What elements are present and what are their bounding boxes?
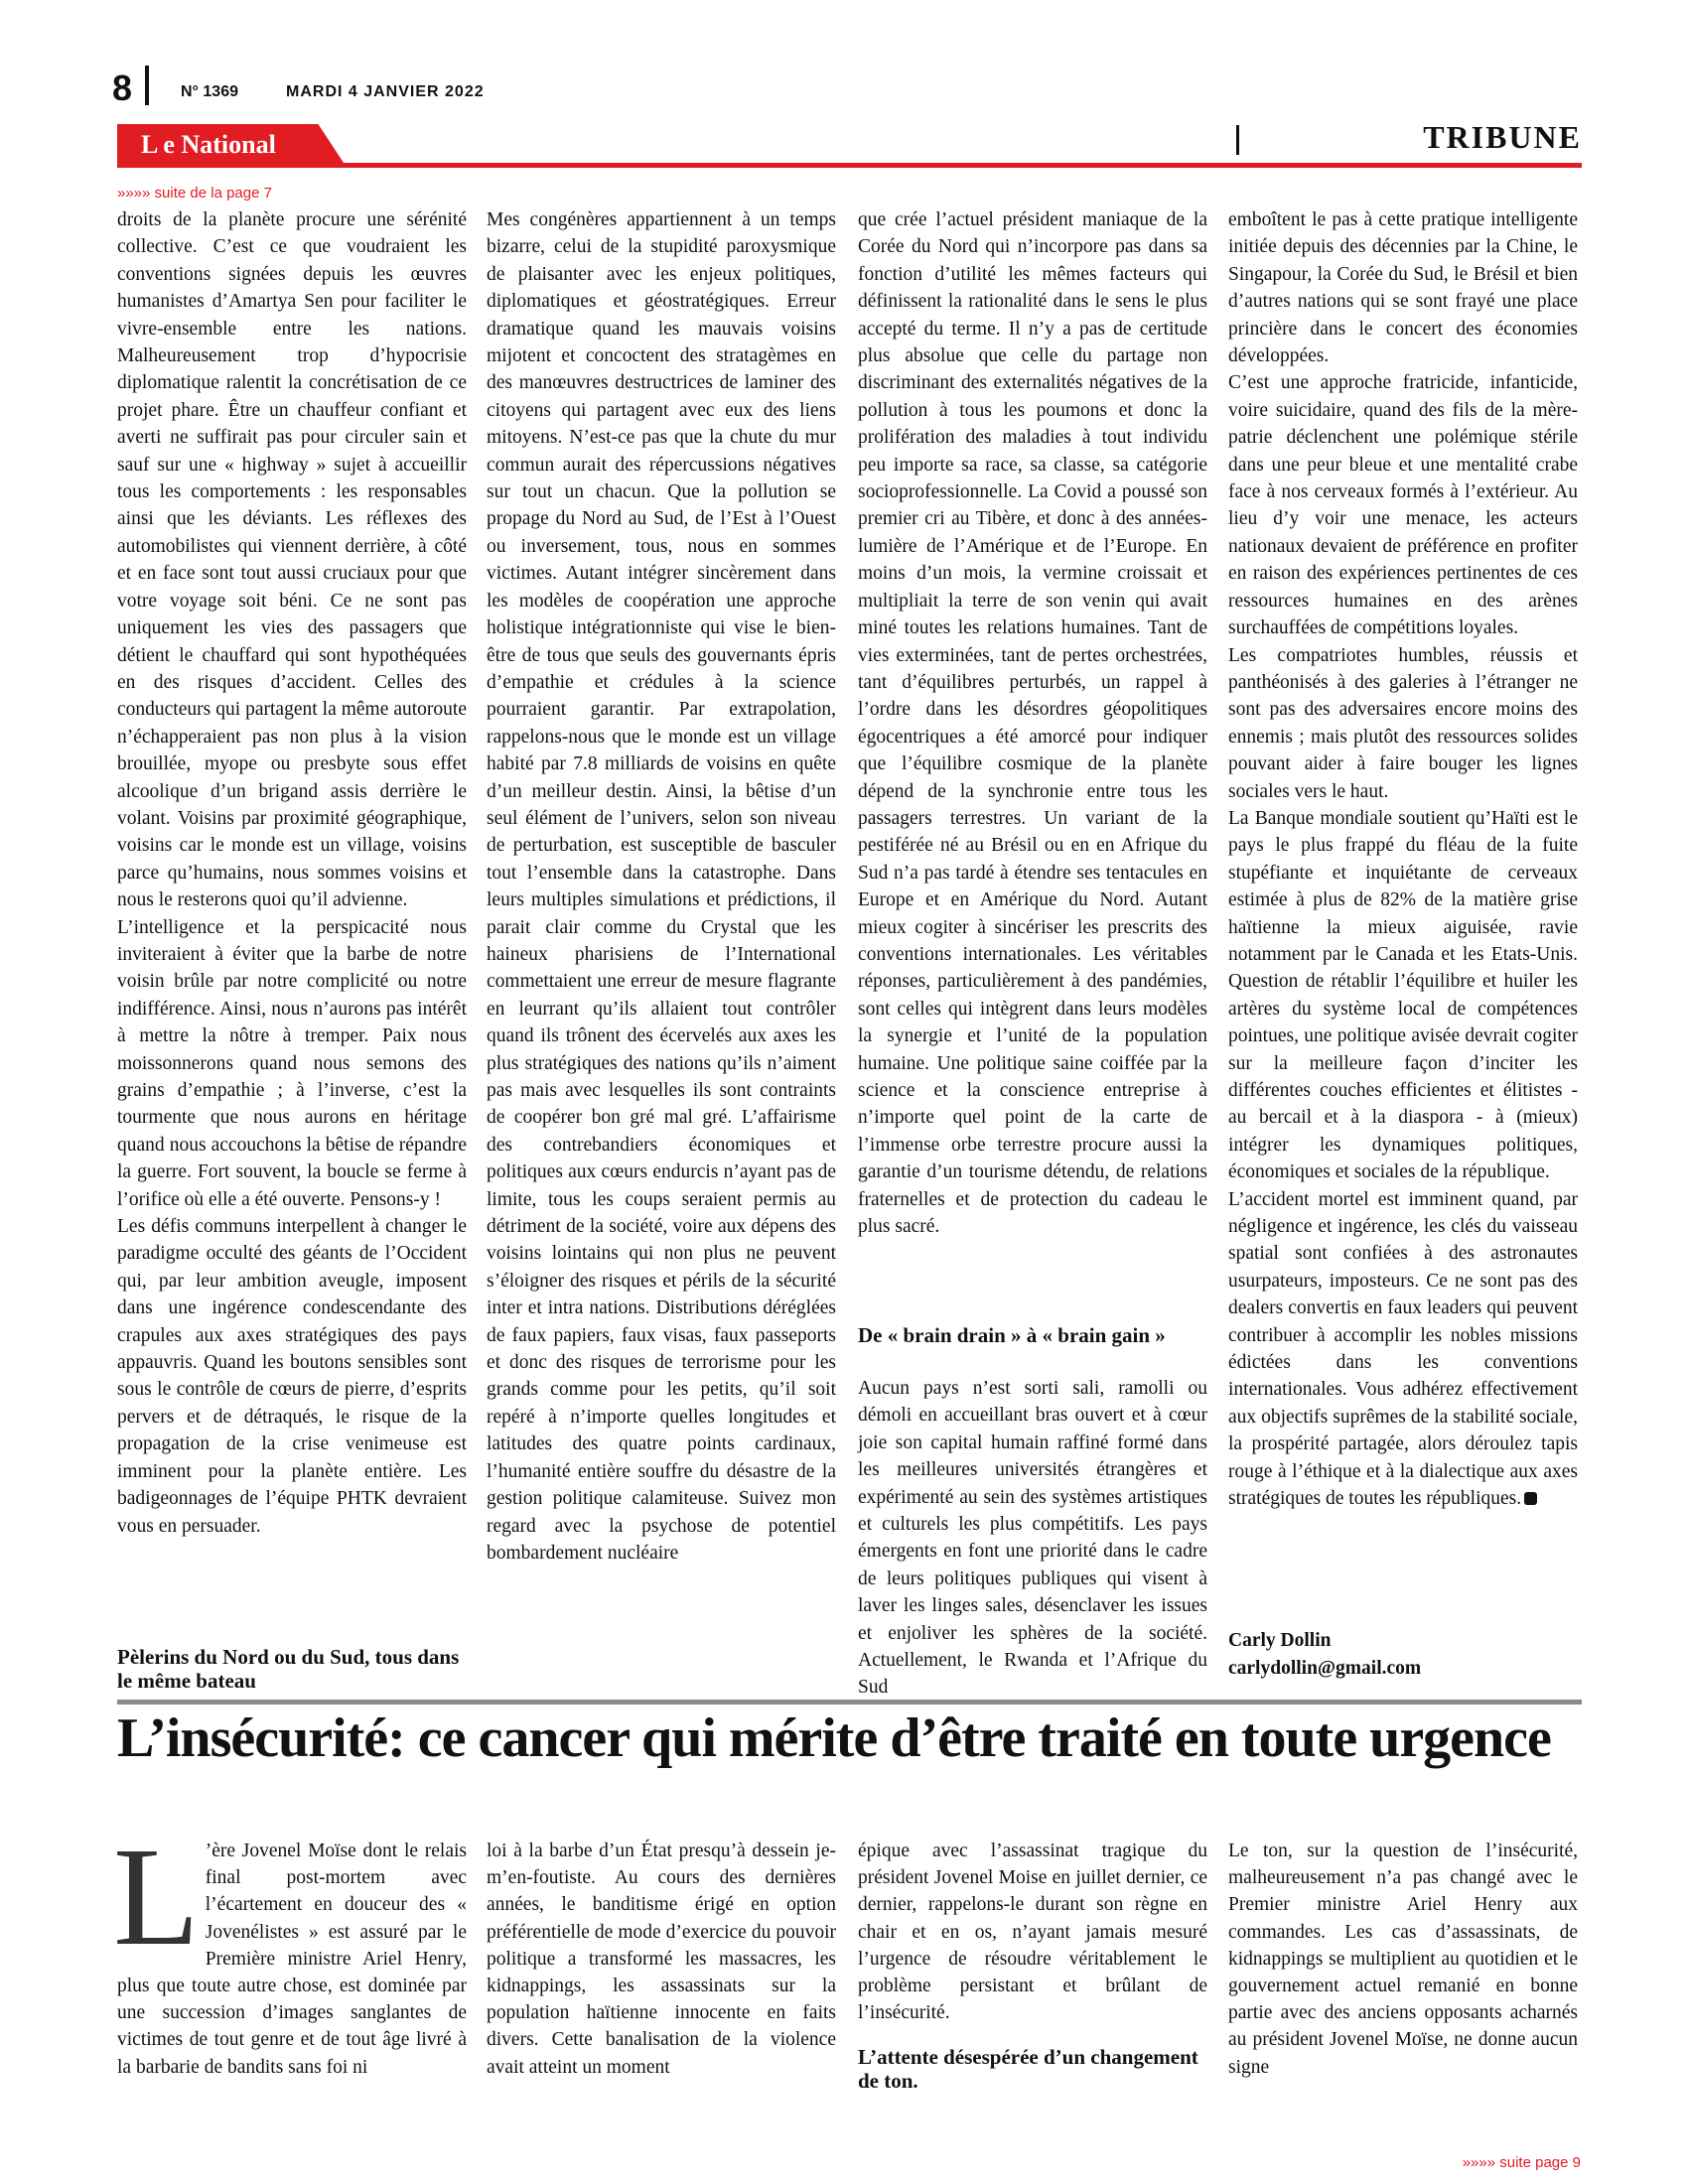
- section-title: TRIBUNE: [1423, 119, 1582, 155]
- paragraph: que crée l’actuel président maniaque de la Corée du Nord qui n’incorpore pas dans sa fonction d’utilité les mêmes facteurs qui définissent la rationalité dans le sens le plus accepté du terme. Il n’y a pas de certitude plus absolue que celle du partage non discriminant des externalités négatives de la pollution à tous les poumons et donc la prolifération des maladies à tout individu peu importe sa race, sa classe, sa catégorie socioprofessionnelle. La Covid a poussé son premier cri au Tibère, et donc à des années-lumière de l’Amérique et de l’Europe. En moins d’un mois, la vermine croissait et multipliait la terre de son venin qui avait miné toutes les relations humaines. Tant de vies exterminées, tant de pertes orchestrées, tant d’équilibres perturbés, un rappel à l’ordre dans les désordres géopolitiques égocentriques a été amorcé pour indiquer que l’équilibre cosmique de la planète dépend de la synchronie entre tous les passagers terrestres. Un variant de la pestiférée né au Brésil ou en en Afrique du Sud n’a pas tardé à étendre ses tentacules en Europe et en Amérique du Nord. Autant mieux cogiter à sincériser les prescrits des conventions internationales. Les véritables réponses, particulièrement à des pandémies, sont celles qui intègrent dans leurs modèles la synergie et l’unité de la population humaine. Une politique saine coiffée par la science et la conscience entreprise à n’importe quel point de la carte de l’immense orbe terrestre procure aussi la garantie d’un tourisme détendu, de relations fraternelles et de protection du cadeau le plus sacré.: [858, 209, 1207, 1238]
- issue-date: MARDI 4 JANVIER 2022: [286, 83, 485, 100]
- issue-number: N° 1369: [181, 83, 238, 100]
- paragraph: ’ère Jovenel Moïse dont le relais final post-mortem avec l’écartement en douceur des « Jovenélistes » est assuré par le Première ministre Ariel Henry, plus que toute autre chose, est dominée par une succession d’images sanglantes de victimes de tout genre et de tout âge livré à la barbarie de bandits sans foi ni: [117, 1841, 467, 2078]
- paragraph-text: L’accident mortel est imminent quand, par négligence et ingérence, les clés du vaisseau spatial sont confiées à des astronautes usurpateurs, imposteurs. Ce ne sont pas des dealers convertis en faux leaders qui peuvent contribuer à accomplir les nobles missions édictées dans les conventions internationales. Vous adhérez effectivement aux objectifs suprêmes de la stabilité sociale, la prospérité partagée, alors déroulez tapis rouge à l’éthique et à la dialectique aux axes stratégiques de toutes les républiques.: [1228, 1188, 1578, 1510]
- paragraph: Mes congénères appartiennent à un temps bizarre, celui de la stupidité paroxysmique de plaisanter avec les enjeux politiques, diplomatiques et géostratégiques. Erreur dramatique quand les mauvais voisins mijotent et concoctent des stratagèmes en des manœuvres destructrices de laminer des citoyens qui partagent avec eux des liens mitoyens. N’est-ce pas que la chute du mur commun aurait des répercussions négatives sur tout un chacun. Que la pollution se propage du Nord au Sud, de l’Est à l’Ouest ou inversement, tous, nous en sommes victimes. Autant intégrer sincèrement dans les modèles de coopération une approche holistique intégrationniste qui vise le bien-être de tous que seuls des gouvernants épris d’empathie et crédules à la science pourraient garantir. Par extrapolation, rappelons-nous que le monde est un village habité par 7.8 milliards de voisins en quête d’un meilleur destin. Ainsi, la bêtise d’un seul élément de l’univers, selon son niveau de perturbation, est susceptible de basculer tout l’ensemble dans la catastrophe. Dans leurs multiples simulations et prédictions, il parait clair comme du Crystal que les haineux pharisiens de l’International commettaient une erreur de mesure flagrante en leurrant qu’ils allaient tout contrôler quand ils trônent des écervelés aux axes les plus stratégiques des nations qu’ils n’aiment pas mais avec lesquelles ils sont contraints de coopérer bon gré mal gré. L’affairisme des contrebandiers économiques et politiques aux cœurs endurcis n’ayant pas de limite, tous les coups seraient permis au détriment de la société, voire aux dépens des voisins lointains qui non plus ne peuvent s’éloigner des risques et périls de la sécurité inter et intra nations. Distributions déréglées de faux papiers, faux visas, faux passeports et donc des risques de terrorisme pour les grands comme pour les petits, qu’il soit repéré à n’importe quelles longitudes et latitudes des quatre points cardinaux, l’humanité entière souffre du désastre de la gestion politique calamiteuse. Suivez mon regard avec la psychose de potentiel bombardement nucléaire: [487, 209, 836, 1564]
- article2-column-3: épique avec l’assassinat tragique du président Jovenel Moise en juillet dernier, ce dernier, rappelons-le durant son règne en chair et en os, n’ayant jamais mesuré l’urgence de résoudre véritablement le problème persistant et brûlant de l’insécurité.: [858, 1841, 1207, 2024]
- article1-column-3-continued: [858, 1375, 1207, 1702]
- article-separator: [117, 1700, 1582, 1705]
- paragraph: [1228, 1186, 1578, 1513]
- paragraph: droits de la planète procure une sérénité collective. C’est ce que voudraient les conventions signées depuis les œuvres humanistes d’Amartya Sen pour faciliter le vivre-ensemble entre les nations. Malheureusement trop d’hypocrisie diplomatique ralentit la concrétisation de ce projet phare. Être un chauffeur confiant et averti ne suffirait pas pour circuler sain et sauf sur une « highway » sujet à accueillir tous les comportements : les responsables ainsi que les déviants. Les réflexes des automobilistes qui viennent derrière, à côté et en face sont tout aussi cruciaux pour que votre voyage soit béni. Ce ne sont pas uniquement les vies des passagers que détient le chauffard qui sont hypothéquées en des risques d’accident. Celles des conducteurs qui partagent la même autoroute n’échapperaient pas non plus à la vision brouillée, myope ou presbyte sous effet alcoolique d’un brigand assis derrière le volant. Voisins par proximité géographique, voisins car le monde est un village, voisins parce qu’humains, nous sommes voisins et nous le resterons quoi qu’il advienne.: [117, 209, 467, 911]
- author-email[interactable]: carlydollin@gmail.com: [1228, 1658, 1422, 1679]
- article2-column-4: Le ton, sur la question de l’insécurité, malheureusement n’a pas changé avec le Premier ministre Ariel Henry aux commandes. Les cas d’assassinats, de kidnappings se multiplient au quotidien et le gouvernement actuel remanié en bonne partie avec des anciens opposants acharnés au président Jovenel Moïse, ne donne aucun signe: [1228, 1841, 1578, 2078]
- article2-subheading: L’attente désespérée d’un changement de ton.: [858, 2045, 1198, 2093]
- author-name: Carly Dollin: [1228, 1630, 1332, 1651]
- article2-column-1: [113, 1818, 467, 2081]
- section-divider: [1236, 125, 1239, 155]
- paragraph: L’intelligence et la perspicacité nous inviteraient à éviter que la barbe de notre voisin brûle par notre complicité ou notre indifférence. Ainsi, nous n’aurons pas intérêt à mettre la nôtre à tremper. Paix nous moissonnerons quand nous semons des grains d’empathie ; à l’inverse, c’est la tourmente que nous aurons en héritage quand nous accouchons la bêtise de répandre la guerre. Fort souvent, la boucle se ferme à l’orifice où elle a été ouverte. Pensons-y !: [117, 916, 467, 1210]
- article2-headline: L’insécurité: ce cancer qui mérite d’être traité en toute urgence: [117, 1707, 1551, 1769]
- paragraph: C’est une approche fratricide, infanticide, voire suicidaire, quand des fils de la mère-patrie déclenchent une polémique stérile dans une peur bleue et une mentalité crabe face à nos cerveaux formés à l’extérieur. Au lieu d’y voir une menace, les acteurs nationaux devaient de préférence en profiter en raison des expériences pertinentes de ces ressources humaines en des arènes surchauffées de compétitions loyales.: [1228, 372, 1578, 639]
- page-number: 8: [112, 68, 133, 108]
- paragraph: Aucun pays n’est sorti sali, ramolli ou démoli en accueillant bras ouvert et à cœur joie son capital humain raffiné formé dans les meilleures universités étrangères et expérimenté au sein des systèmes artistiques et culturels les plus compétitifs. Les pays émergents en font une priorité dans le cadre de leurs politiques publiques qui visent à laver les linges sales, désenclaver les issues et enjoliver les sphères de la société. Actuellement, le Rwanda et l’Afrique du Sud: [858, 1378, 1207, 1699]
- article1-column-4: [1228, 206, 1578, 1513]
- paragraph: La Banque mondiale soutient qu’Haïti est le pays le plus frappé du fléau de la fuite stupéfiante et inquiétante de cerveaux estimée à plus de 82% de la matière grise haïtienne la mieux aiguisée, ravie notamment par le Canada et les Etats-Unis. Question de rétablir l’équilibre et huiler les artères du système local de compétences pointues, une politique avisée devrait cogiter sur la meilleure façon d’inciter les différentes couches efficientes et élitistes - au bercail et à la diaspora - à (mieux) intégrer les dynamiques politiques, économiques et sociales de la république.: [1228, 807, 1578, 1183]
- article1-subheading-1: Pèlerins du Nord ou du Sud, tous dans le même bateau: [117, 1645, 460, 1693]
- continued-from-label: »»»» suite de la page 7: [117, 185, 272, 202]
- article1-column-1: [117, 206, 467, 1540]
- paragraph: emboîtent le pas à cette pratique intelligente initiée depuis des décennies par la Chine, le Singapour, la Corée du Sud, le Brésil et bien d’autres nations qui se sont frayé une place princière dans le concert des économies développées.: [1228, 209, 1578, 367]
- newspaper-name: L e National: [141, 130, 276, 159]
- drop-cap: L: [113, 1818, 200, 1975]
- article1-column-2: [487, 206, 836, 1567]
- header-rule: [117, 163, 1582, 168]
- author-signature: [1228, 1627, 1421, 1683]
- paragraph: Les défis communs interpellent à changer le paradigme occulté des géants de l’Occident qui, par leur ambition aveugle, imposent dans une ingérence condescendante des crapules aux axes stratégiques des pays appauvris. Quand les boutons sensibles sont sous le contrôle de cœurs de pierre, d’esprits pervers et de détraqués, le risque de la propagation de la crise venimeuse est imminent pour la planète entière. Les badigeonnages de l’équipe PHTK devraient vous en persuader.: [117, 1216, 467, 1537]
- article1-column-3: [858, 206, 1207, 1240]
- article1-subheading-2: De « brain drain » à « brain gain »: [858, 1323, 1166, 1347]
- article2-column-2: loi à la barbe d’un État presqu’à dessein je-m’en-foutiste. Au cours des dernières années, le banditisme érigé en option préférentielle de mode d’exercice du pouvoir politique a transformé les massacres, les kidnappings, les assassinats sur la population haïtienne innocente en faits divers. Cette banalisation de la violence avait atteint un moment: [487, 1841, 836, 2078]
- paragraph: Les compatriotes humbles, réussis et panthéonisés à des galeries à l’étranger ne sont pas des adversaires encore moins des ennemis ; mais plutôt des ressources solides pouvant aider à faire bouger les lignes sociales vers le haut.: [1228, 644, 1578, 802]
- end-of-article-icon: [1524, 1492, 1537, 1505]
- continued-to-label[interactable]: »»»» suite page 9: [1462, 2154, 1581, 2171]
- page-number-divider: [145, 66, 149, 105]
